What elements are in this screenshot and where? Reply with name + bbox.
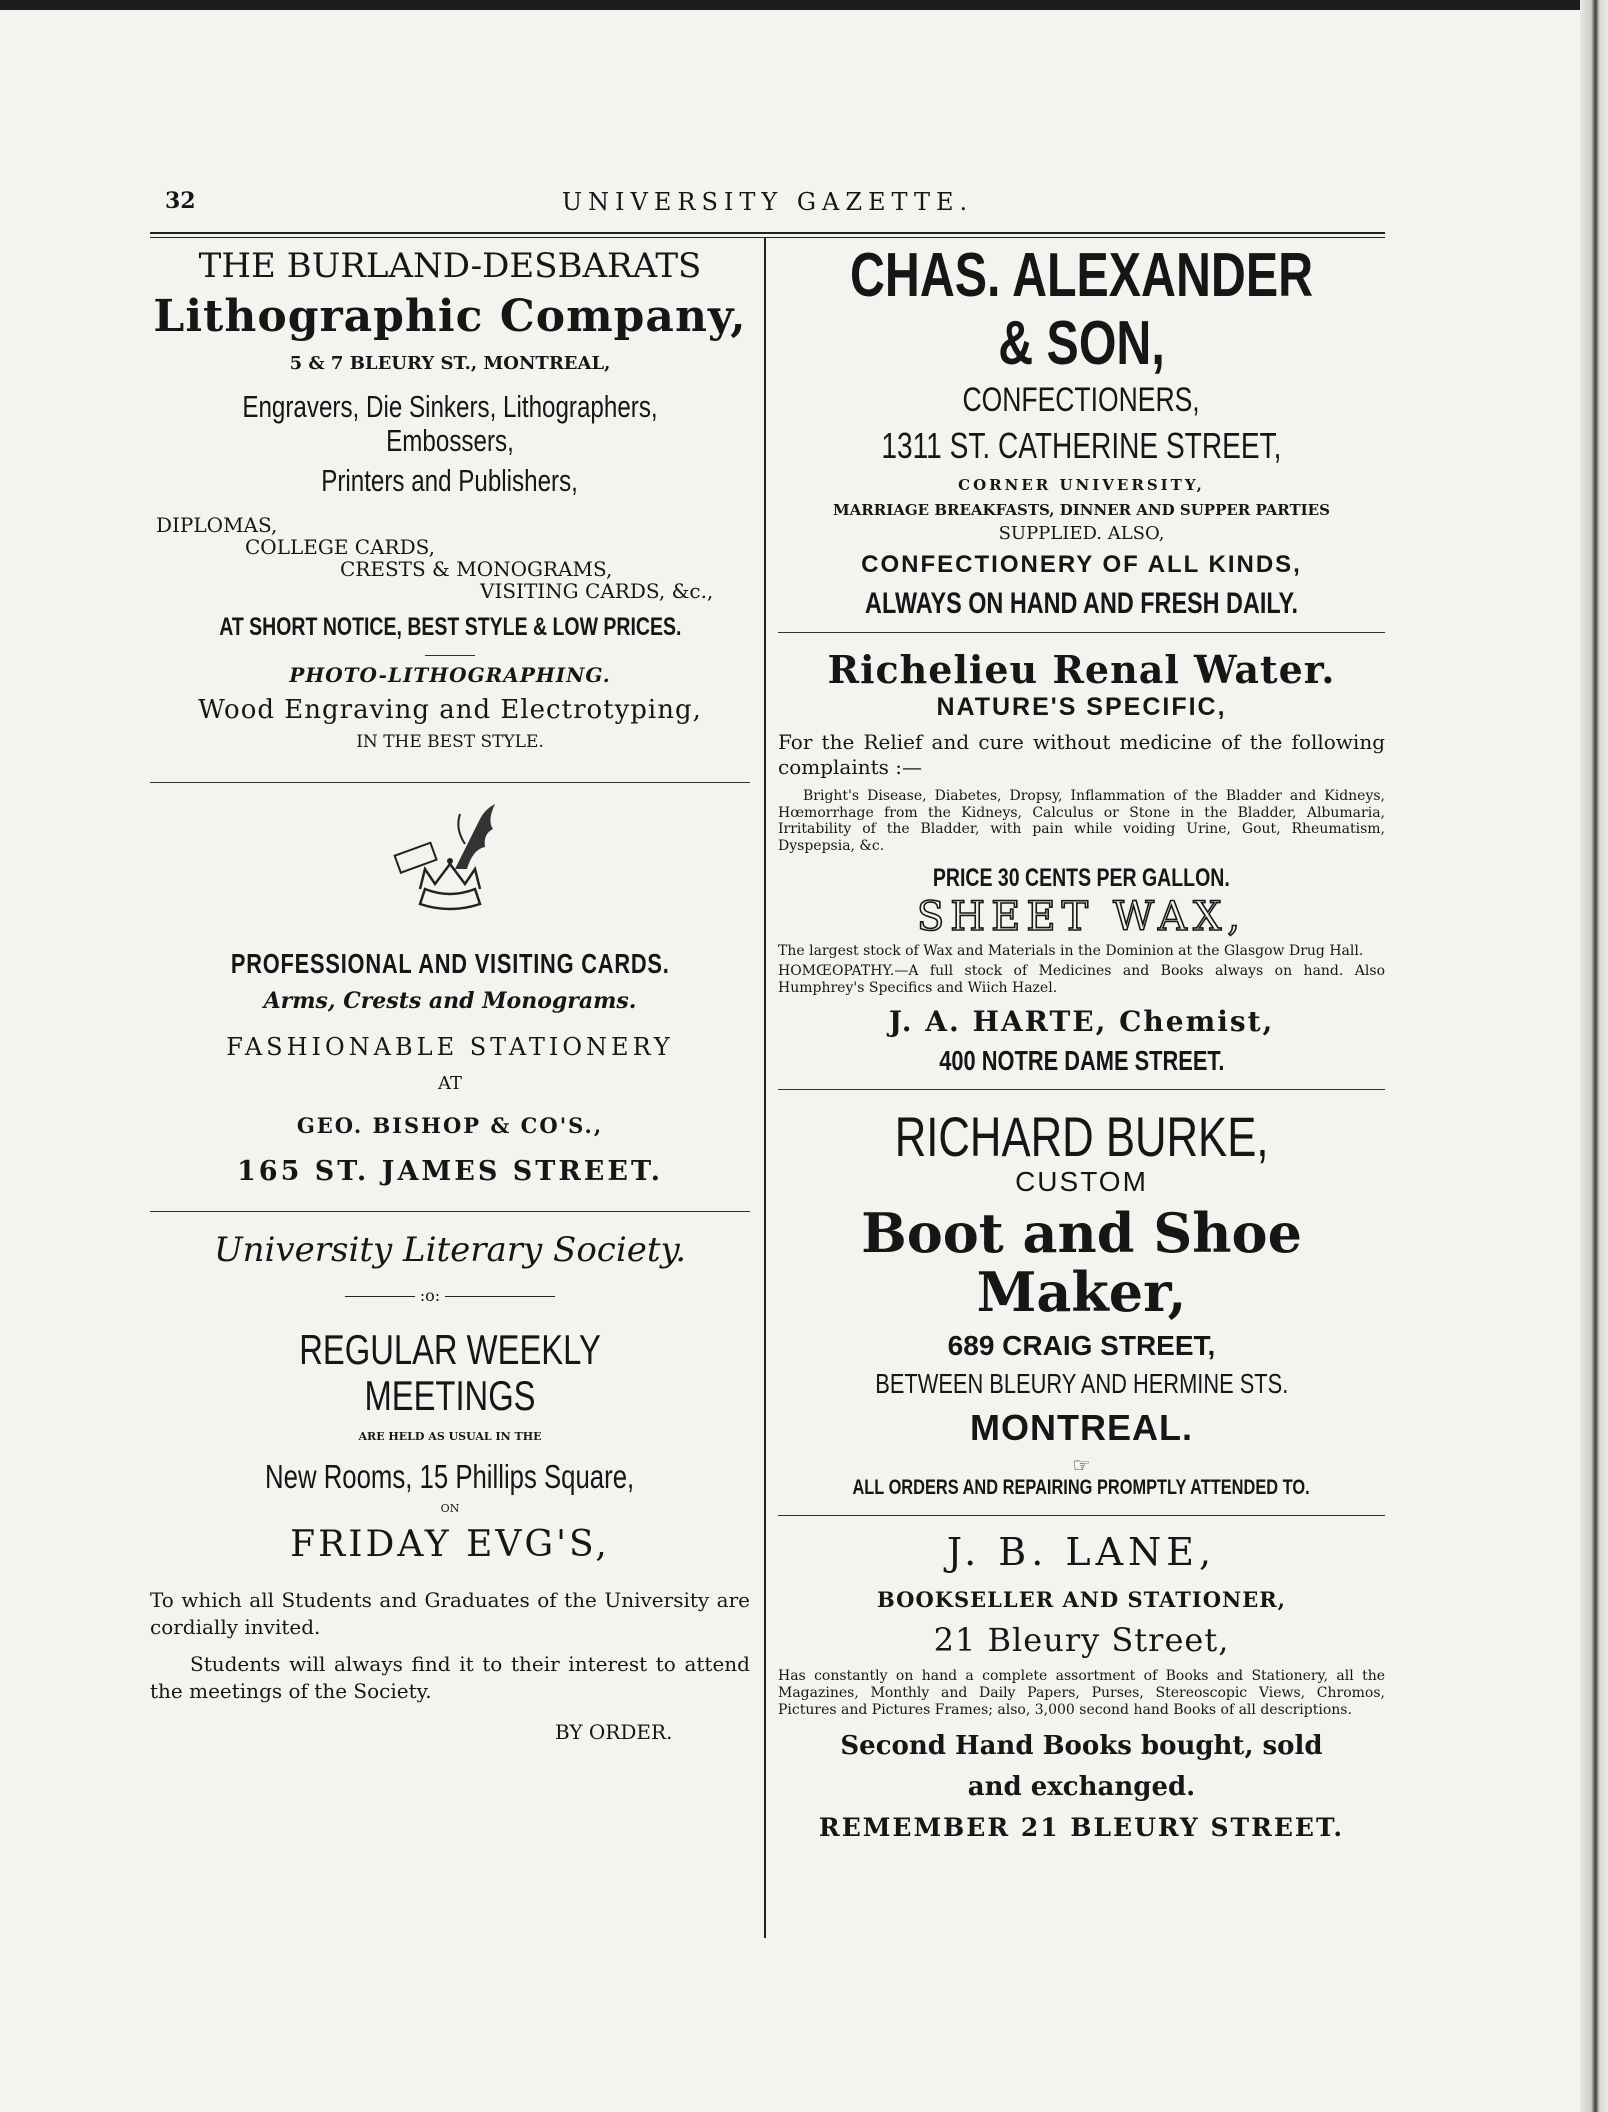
harte-complaints: Bright's Disease, Diabetes, Dropsy, Inflammation of the Bladder and Kidneys, Hœmorrhage from the Kidneys, Calculus or Stone in the Bladder, Albumaria, Irritability of the Bladder, with pain while voiding Urine, Gout, Rheumatism, Dyspepsia, &c. [778, 787, 1385, 855]
harte-price-row [778, 865, 1385, 893]
section-rule [778, 632, 1385, 633]
page-header [150, 180, 1385, 220]
society-rooms-row [150, 1459, 750, 1495]
lane-advertisement [778, 1529, 1385, 1842]
society-byorder: BY ORDER. [555, 1720, 673, 1745]
running-title: UNIVERSITY GAZETTE. [561, 188, 974, 216]
harte-advertisement [778, 646, 1385, 1077]
burke-between-row [778, 1369, 1385, 1400]
burland-address: 5 & 7 BLEURY ST., MONTREAL, [289, 352, 611, 374]
bishop-name: GEO. BISHOP & CO'S., [296, 1112, 604, 1138]
burland-item-visiting: VISITING CARDS, &c., [480, 578, 714, 603]
burland-trades2: Printers and Publishers, [321, 462, 579, 498]
divider-line-left [345, 1296, 415, 1297]
bishop-arms: Arms, Crests and Monograms. [263, 988, 637, 1015]
alexander-name-row [778, 242, 1385, 378]
lane-street: 21 Bleury Street, [933, 1620, 1230, 1659]
harte-address: 400 NOTRE DAME STREET. [938, 1044, 1225, 1076]
right-column [778, 241, 1385, 1842]
gazette-page [150, 170, 1385, 1950]
burke-orders-row [778, 1454, 1385, 1499]
harte-homeopathy: HOMŒOPATHY.—A full stock of Medicines and Books always on hand. Also Humphrey's Specifics and Wiich Hazel. [778, 963, 1385, 997]
burke-street: 689 CRAIG STREET, [947, 1329, 1216, 1361]
harte-wax: SHEET WAX, [916, 893, 1247, 940]
burland-company-name: Lithographic Company, [153, 291, 747, 343]
literary-society-notice [150, 1229, 750, 1745]
lane-name: J. B. LANE, [946, 1529, 1217, 1574]
burke-city: MONTREAL. [970, 1407, 1193, 1449]
society-invite: To which all Students and Graduates of the University are cordially invited. [150, 1588, 750, 1640]
bishop-at: AT [437, 1073, 463, 1095]
burland-photo: PHOTO-LITHOGRAPHING. [289, 663, 611, 688]
section-rule [150, 1211, 750, 1212]
section-rule [150, 782, 750, 783]
alexander-trade: CONFECTIONERS, [962, 381, 1201, 420]
lane-second1: Second Hand Books bought, sold [840, 1731, 1323, 1762]
burland-short-rule [425, 655, 475, 656]
burland-item-crests: CRESTS & MONOGRAMS, [340, 556, 613, 581]
burke-custom: CUSTOM [1015, 1166, 1148, 1198]
burland-style: IN THE BEST STYLE. [356, 731, 544, 752]
bishop-stationery: FASHIONABLE STATIONERY [226, 1032, 674, 1061]
alexander-always: ALWAYS ON HAND AND FRESH DAILY. [865, 586, 1298, 620]
burke-advertisement [778, 1106, 1385, 1499]
society-meetings: REGULAR WEEKLY MEETINGS [299, 1325, 601, 1419]
harte-wax-text: The largest stock of Wax and Materials in the Dominion at the Glasgow Drug Hall. [778, 942, 1364, 959]
scan-binding-edge [1580, 0, 1608, 2112]
lane-remember: REMEMBER 21 BLEURY STREET. [818, 1812, 1345, 1842]
section-rule [778, 1089, 1385, 1090]
section-rule [778, 1515, 1385, 1516]
burke-between: BETWEEN BLEURY AND HERMINE STS. [874, 1368, 1289, 1400]
alexander-supplied: SUPPLIED. ALSO, [998, 523, 1165, 545]
alexander-street-row [778, 426, 1385, 466]
alexander-always-row [778, 587, 1385, 620]
crest-icon [385, 799, 515, 929]
column-divider [764, 238, 766, 1938]
bishop-cards: PROFESSIONAL AND VISITING CARDS. [230, 947, 670, 979]
burland-item-college: COLLEGE CARDS, [245, 534, 435, 559]
lane-second2: and exchanged. [967, 1772, 1196, 1803]
harte-water: Richelieu Renal Water. [827, 646, 1336, 692]
society-divider-row [150, 1287, 750, 1305]
alexander-advertisement [778, 242, 1385, 620]
harte-price: PRICE 30 CENTS PER GALLON. [933, 864, 1230, 893]
alexander-name: CHAS. ALEXANDER & SON, [849, 241, 1314, 379]
burland-notice-row [150, 614, 750, 642]
bishop-advertisement [150, 799, 750, 1187]
harte-specific: NATURE'S SPECIFIC, [936, 693, 1227, 722]
left-column [150, 248, 750, 1743]
burke-orders: ALL ORDERS AND REPAIRING PROMPTLY ATTENDED TO. [852, 1475, 1311, 1499]
society-meetings-row [150, 1327, 750, 1419]
society-rooms: New Rooms, 15 Phillips Square, [265, 1458, 635, 1496]
burland-advertisement [150, 248, 750, 752]
alexander-trade-row [778, 382, 1385, 419]
alexander-parties: MARRIAGE BREAKFASTS, DINNER AND SUPPER PARTIES [833, 500, 1330, 519]
burke-name-row [778, 1106, 1385, 1168]
bishop-street: 165 ST. JAMES STREET. [237, 1155, 663, 1187]
harte-chemist: J. A. HARTE, Chemist, [888, 1004, 1275, 1038]
society-divider: :o: [419, 1285, 441, 1305]
burland-wood: Wood Engraving and Electrotyping, [198, 695, 702, 726]
pointing-hand-icon: ☞ [1072, 1452, 1091, 1477]
alexander-corner: CORNER UNIVERSITY, [958, 476, 1205, 495]
bishop-cards-row [150, 949, 750, 980]
society-title: University Literary Society. [214, 1229, 686, 1270]
burland-line1: THE BURLAND-DESBARATS [198, 246, 702, 286]
header-rule [150, 232, 1385, 238]
divider-line-right [445, 1296, 555, 1297]
society-interest: Students will always find it to their interest to attend the meetings of the Society. [150, 1652, 750, 1704]
burland-item-diplomas: DIPLOMAS, [156, 512, 278, 537]
burland-notice: AT SHORT NOTICE, BEST STYLE & LOW PRICES. [218, 612, 682, 641]
lane-text: Has constantly on hand a complete assortment of Books and Stationery, all the Magazines, Monthly and Daily Papers, Purses, Stereoscopic Views, Chromos, Pictures and Pictures Frames; also, 3,000 second hand Books of all descriptions. [778, 1668, 1385, 1718]
alexander-confectionery: CONFECTIONERY OF ALL KINDS, [861, 551, 1302, 579]
alexander-street: 1311 ST. CATHERINE STREET, [881, 424, 1282, 466]
burland-trades-row2 [150, 464, 750, 498]
society-friday: FRIDAY EVG'S, [290, 1524, 610, 1566]
scan-top-border [0, 0, 1608, 10]
lane-trade: BOOKSELLER AND STATIONER, [877, 1586, 1286, 1612]
society-on: ON [440, 1502, 460, 1516]
society-held: ARE HELD AS USUAL IN THE [358, 1429, 542, 1443]
burke-trade: Boot and Shoe Maker, [861, 1200, 1302, 1325]
burland-trades-row1 [150, 390, 750, 458]
harte-relief: For the Relief and cure without medicine of the following complaints :— [778, 729, 1385, 779]
burke-name: RICHARD BURKE, [894, 1104, 1269, 1168]
page-number: 32 [165, 188, 196, 214]
burland-trades1: Engravers, Die Sinkers, Lithographers, Embossers, [242, 388, 658, 458]
harte-address-row [778, 1046, 1385, 1077]
